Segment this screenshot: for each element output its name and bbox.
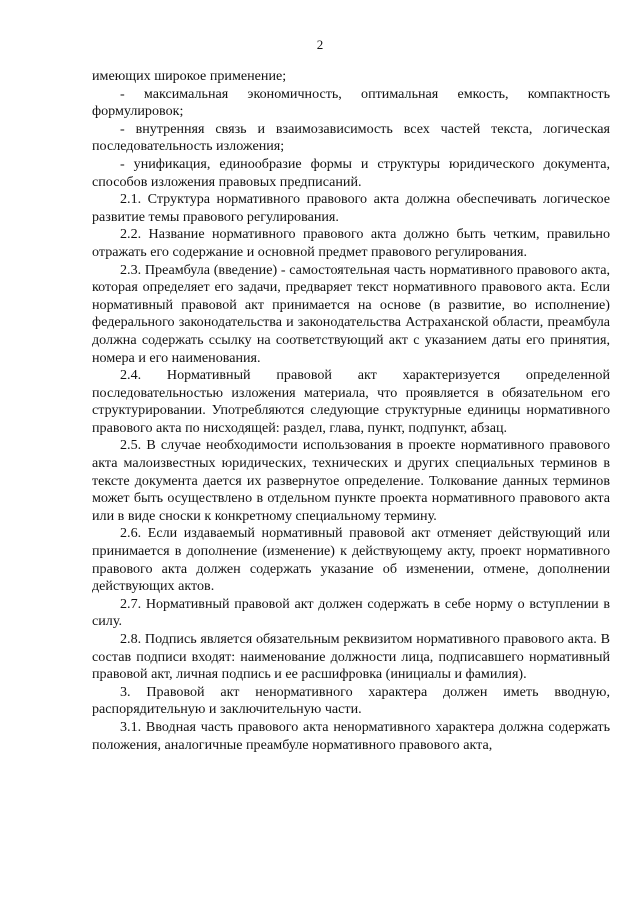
paragraph: 2.8. Подпись является обязательным реквизитом нормативного правового акта. В состав подписи входят: наименование должности лица, подписавшего нормативный правовой акт, личная подпись и ее расшифровка (инициалы и фамилия). [92, 631, 610, 683]
paragraph: 2.1. Структура нормативного правового акта должна обеспечивать логическое развитие темы правового регулирования. [92, 191, 610, 225]
paragraph: имеющих широкое применение; [92, 68, 287, 84]
paragraph: 2.2. Название нормативного правового акта должно быть четким, правильно отражать его содержание и основной предмет правового регулирования. [92, 226, 610, 260]
paragraph: - внутренняя связь и взаимозависимость всех частей текста, логическая последовательность изложения; [92, 120, 610, 155]
paragraph: 2.4. Нормативный правовой акт характеризуется определенной последовательностью изложения материала, что проявляется в обязательном его структурировании. Употребляются следующие структурные единицы нормативного правового акта по нисходящей: раздел, глава, пункт, подпункт, абзац. [92, 367, 610, 436]
paragraph: 2.5. В случае необходимости использования в проекте нормативного правового акта малоизвестных юридических, технических и других специальных терминов в тексте документа дается их развернутое определение. Толкование данных терминов может быть осуществлено в отдельном пункте проекта нормативного правового акта или в виде сноски к конкретному специальному термину. [92, 437, 610, 524]
paragraph: 3.1. Вводная часть правового акта ненормативного характера должна содержать положения, аналогичные преамбуле нормативного правового акта, [92, 718, 610, 753]
paragraph: 3. Правовой акт ненормативного характера должен иметь вводную, распорядительную и заключительную части. [92, 683, 610, 718]
paragraph: - унификация, единообразие формы и структуры юридического документа, способов изложения правовых предписаний. [92, 155, 610, 190]
paragraph: 2.7. Нормативный правовой акт должен содержать в себе норму о вступлении в силу. [92, 595, 610, 630]
paragraph: 2.3. Преамбула (введение) - самостоятельная часть нормативного правового акта, которая определяет его задачи, предваряет текст нормативного правового акта. Если нормативный правовой акт принимается на основе (в развитие, во исполнение) федерального законодательства и законодательства Астраханской области, преамбула должна содержать ссылку на соответствующий акт с указанием даты его принятия, номера и его наименования. [92, 261, 610, 366]
page-number: 2 [316, 37, 324, 52]
document-body [92, 68, 610, 754]
paragraph: 2.6. Если издаваемый нормативный правовой акт отменяет действующий или принимается в дополнение (изменение) к действующему акту, проект нормативного правового акта должен содержать указание об изменении, отмене, дополнении действующих актов. [92, 525, 610, 595]
paragraph: - максимальная экономичность, оптимальная емкость, компактность формулировок; [92, 85, 610, 120]
